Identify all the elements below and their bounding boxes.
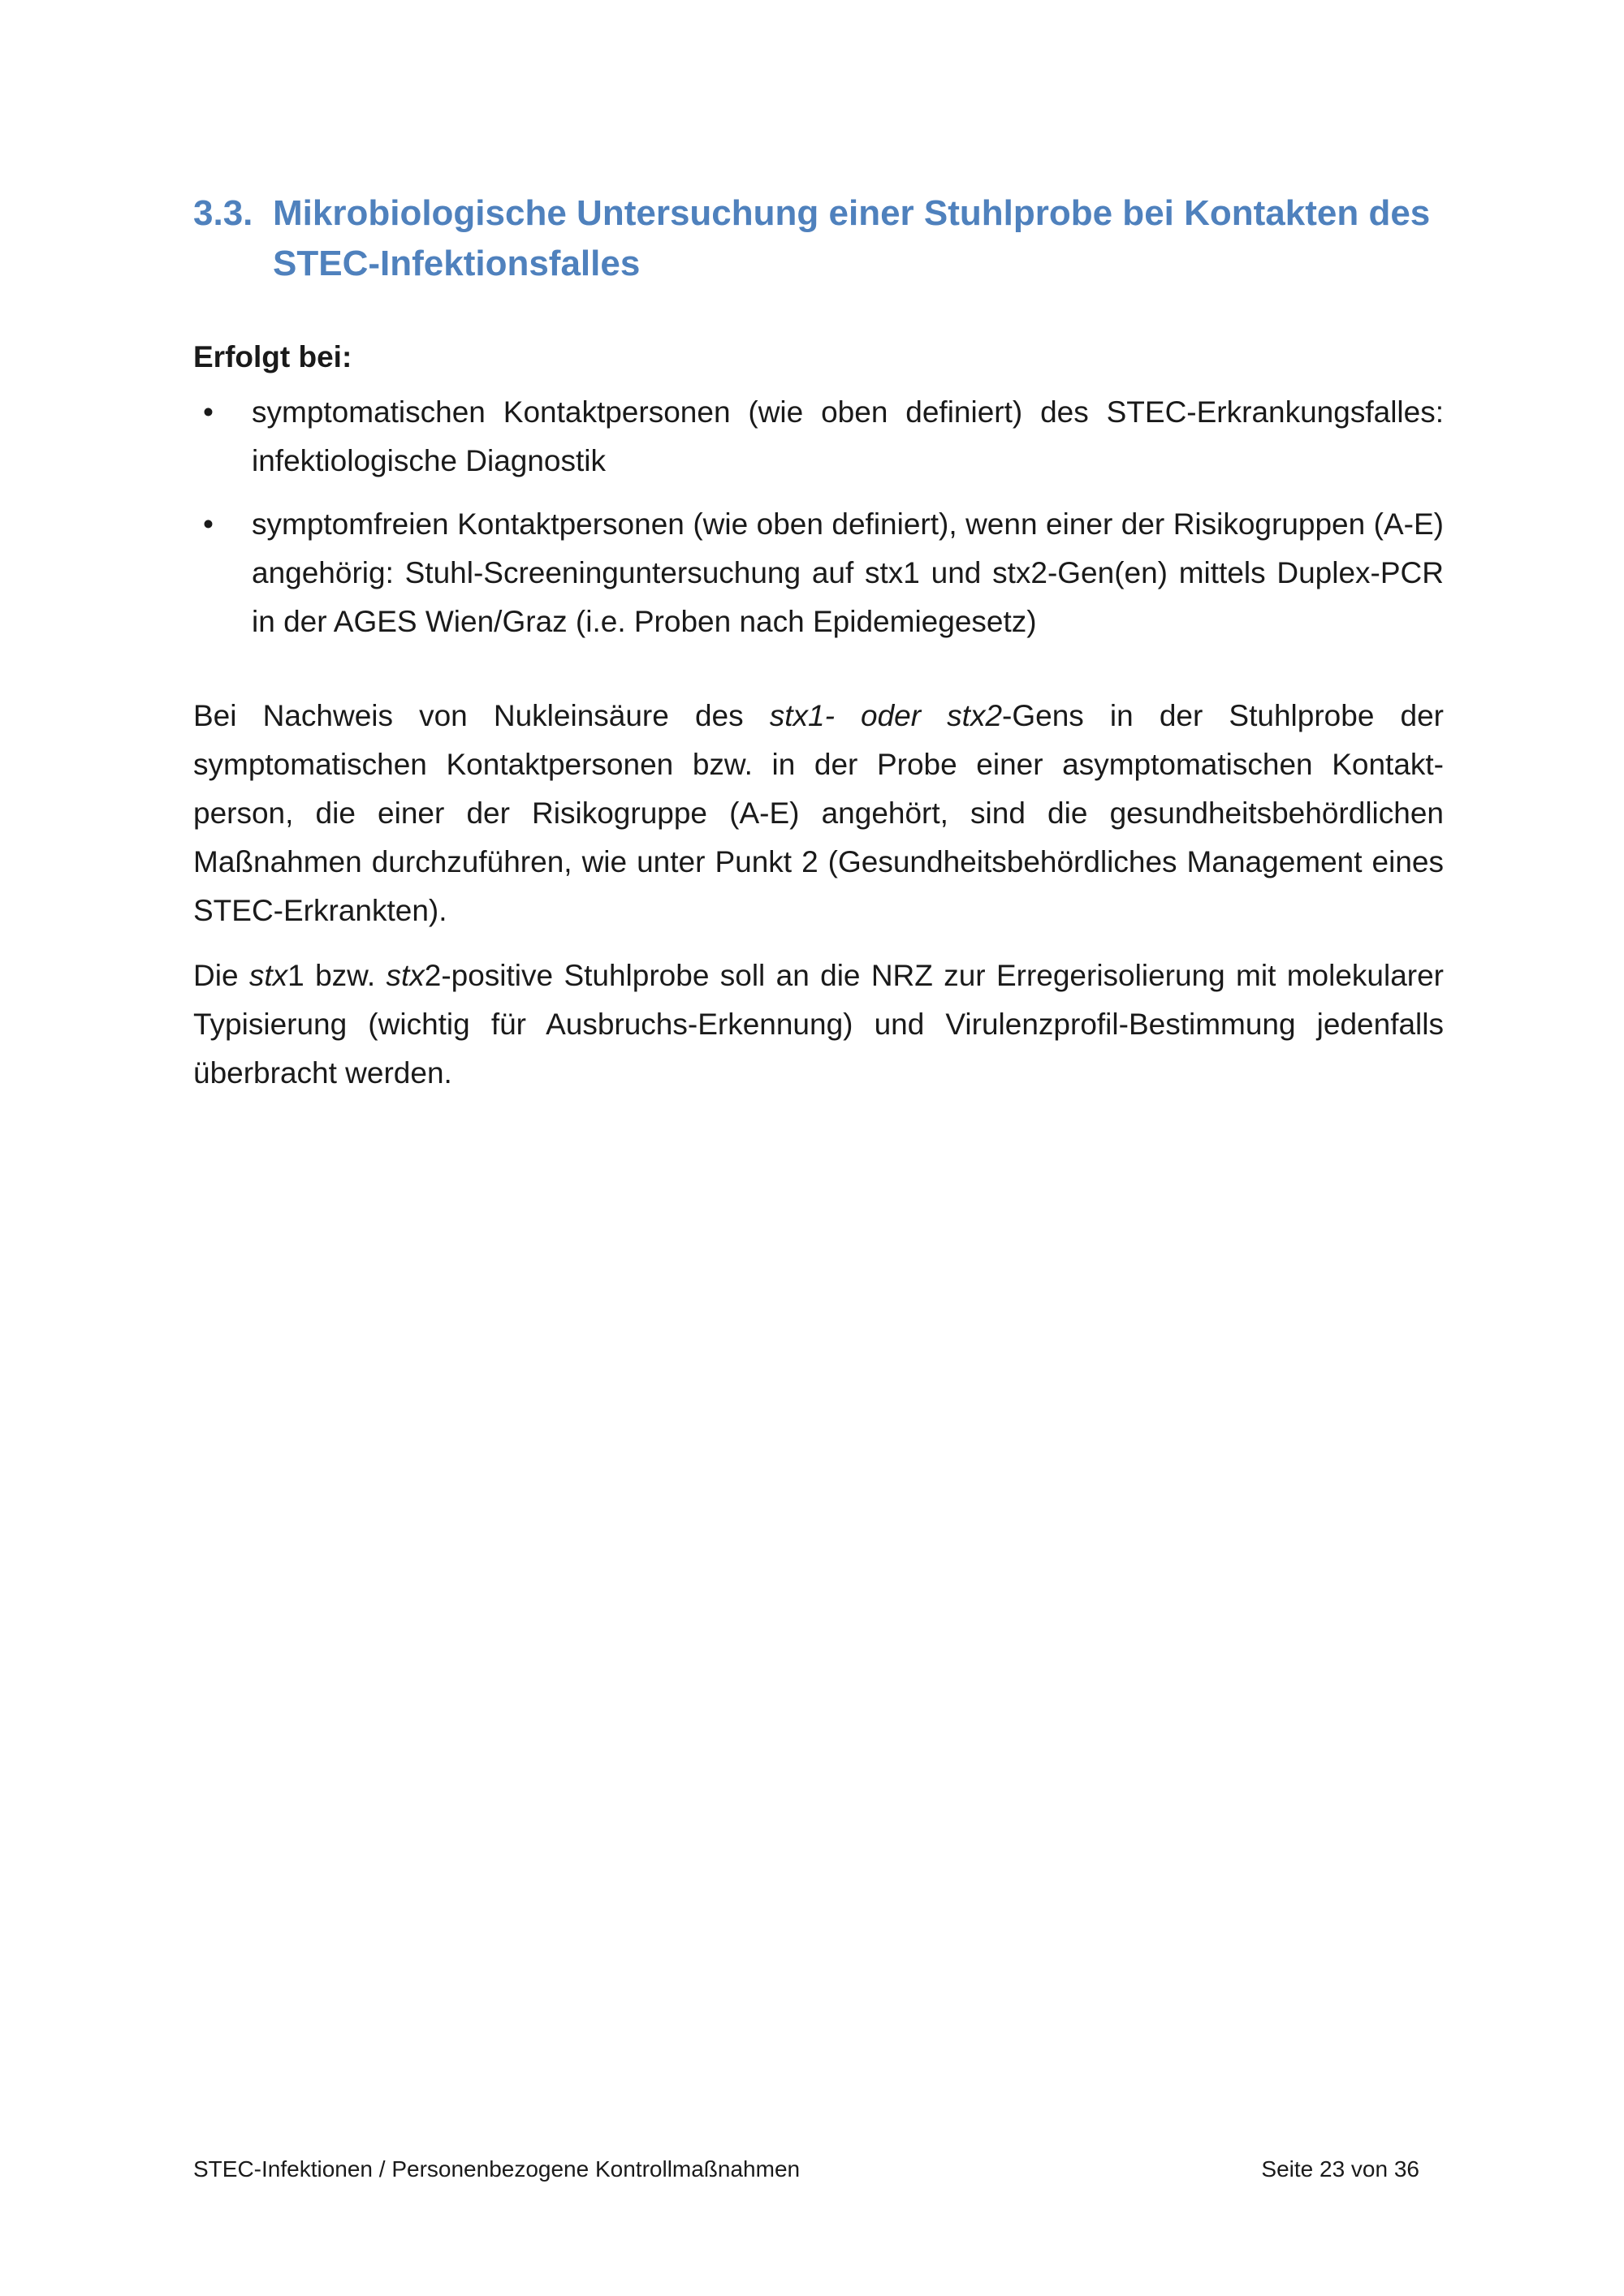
bullet-list [193,388,1444,661]
paragraph-text: -Gens in der Stuhlprobe der symptomatischen Kontaktpersonen bzw. in der Probe einer asymptomatischen Kontakt-person, die einer der Risikogruppe (A-E) angehört, sind die gesundheitsbehördlichen Maßnahmen durchzuführen, wie unter Punkt 2 (Gesundheitsbehördliches Management eines STEC-Erkrankten). [193,699,1444,927]
paragraph-nachweis [193,692,1444,935]
footer-page-number: Seite 23 von 36 [1261,2156,1419,2182]
list-item-text: symptomfreien Kontaktpersonen (wie oben definiert), wenn einer der Risikogruppen (A-E) angehörig: Stuhl-Screeninguntersuchung auf stx1 und stx2-Gen(en) mittels Duplex-PCR in der AGES Wien/Graz (i.e. Proben nach Epidemiegesetz) [252,507,1444,638]
paragraph-text: 1 bzw. [287,959,387,992]
section-heading [193,188,1444,289]
section-title: Mikrobiologische Untersuchung einer Stuhlprobe bei Kontakten des STEC-Infektionsfalles [273,193,1431,283]
paragraph-text: Bei Nachweis von Nukleinsäure des [193,699,770,732]
paragraph-text: Die [193,959,249,992]
section-number: 3.3. [193,193,253,233]
footer-document-title: STEC-Infektionen / Personenbezogene Kontrollmaßnahmen [193,2156,801,2182]
paragraph-text: 2-positive Stuhlprobe soll an die NRZ zur Erregerisolierung mit molekularer Typisierung (wichtig für Ausbruchs-Erkennung) und Virulenzprofil-Bestimmung jedenfalls überbracht werden. [193,959,1444,1090]
gene-name-italic: stx [386,959,425,992]
gene-name-italic: stx [248,959,288,992]
bullet-marker: • [203,395,214,429]
page-footer [193,2153,1419,2186]
gene-name-italic: stx1- oder stx2 [769,699,1003,732]
bullet-marker: • [203,507,214,541]
list-item-text: symptomatischen Kontaktpersonen (wie oben definiert) des STEC-Erkrankungsfalles: infektiologische Diagnostik [252,395,1444,477]
list-item [193,500,1444,646]
paragraph-stuhlprobe [193,952,1444,1098]
subheading: Erfolgt bei: [193,340,352,373]
list-item [193,388,1444,486]
